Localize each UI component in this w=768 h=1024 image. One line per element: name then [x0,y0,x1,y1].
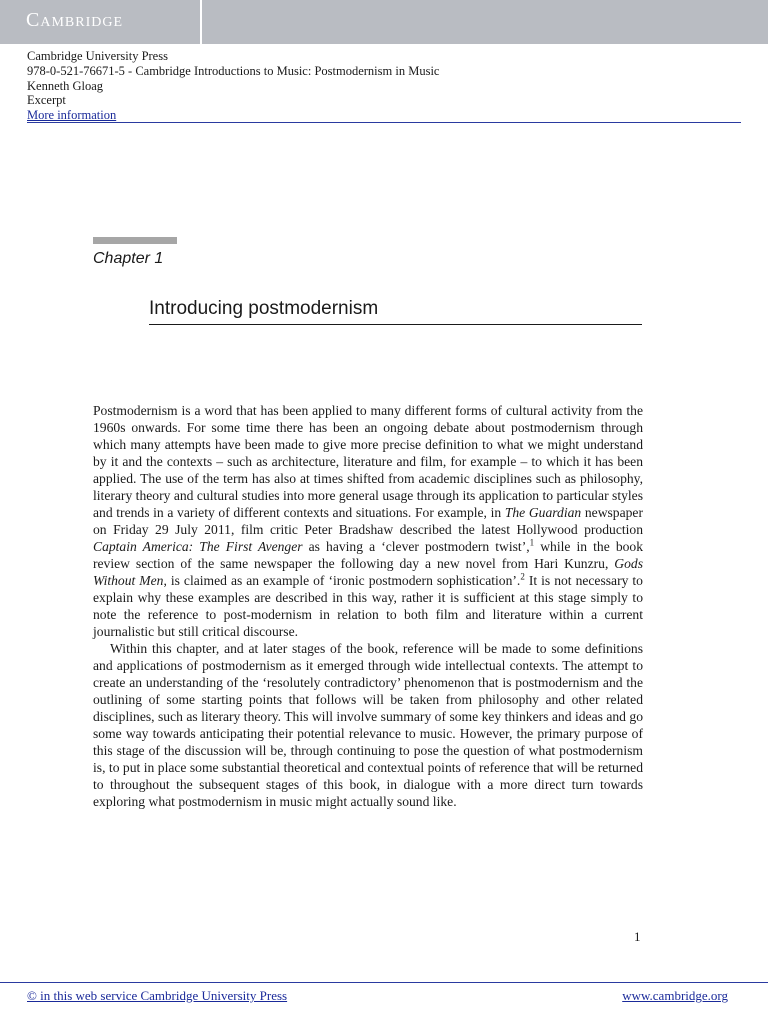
cambridge-website-link[interactable]: www.cambridge.org [622,988,728,1003]
header-divider [200,0,202,44]
more-information-link[interactable]: More information [27,108,117,123]
header-rule [27,122,741,123]
publisher: Cambridge University Press [27,49,168,63]
book-metadata [27,49,439,123]
cambridge-logo: Cambridge [26,9,124,31]
footnote-ref-1: 1 [529,537,535,548]
novel-title: Gods Without Men [93,556,643,588]
page-number: 1 [634,929,641,944]
paragraph-2: Within this chapter, and at later stages of the book, reference will be made to some definitions and applications of postmodernism as it emerged through wide intellectual contexts. The attempt to create an understanding of the ‘resolutely contradictory’ phenomenon that is postmodernism and the outlining of some starting points that follows will be taken from philosophy and other related disciplines, such as literary theory. This will involve summary of some key thinkers and ideas and go some way towards anticipating their potential relevance to music. However, the primary purpose of this stage of the discussion will be, through continuing to pose the question of what postmodernism is, to put in place some substantial theoretical and contextual points of reference that will be returned to throughout the subsequent stages of this book, in dialogue with a more direct turn towards exploring what postmodernism in music might actually sound like. [93,641,643,809]
newspaper-title: The Guardian [504,505,582,520]
copyright-link[interactable]: © in this web service Cambridge University Press [27,988,288,1003]
chapter-body [93,402,643,810]
paragraph-1: Postmodernism is a word that has been applied to many different forms of cultural activity from the 1960s onwards. For some time there has been an ongoing debate about postmodernism through which many attempts have been made to give more precise definition to what we might understand by it and the contexts – such as architecture, literature and film, for example – to which it has been applied. The use of the term has also at times shifted from academic disciplines such as philosophy, literary theory and cultural studies into more general usage through its application to particular styles and trends in a variety of different contexts and situations. For example, in The Guardian newspaper on Friday 29 July 2011, film critic Peter Bradshaw described the latest Hollywood production Captain America: The First Avenger as having a ‘clever postmodern twist’,$^1$ while in the book review section of the same newspaper the following day a new novel from Hari Kunzru, Gods Without Men, is claimed as an example of ‘ironic postmodern sophistication’.$^2$ It is not necessary to explain why these examples are described in this way, rather it is sufficient at this stage simply to note the reference to post-modernism in relation to both film and literature within a current journalistic but still critical discourse. [93,403,644,639]
film-title: Captain America: The First Avenger [93,539,303,554]
author: Kenneth Gloag [27,78,104,93]
chapter-title: Introducing postmodernism [149,298,379,319]
chapter-label: Chapter 1 [93,250,164,267]
title-rule [149,324,642,325]
footer-rule [0,982,768,983]
chapter-marker-bar [93,237,177,244]
footnote-ref-2: 2 [520,571,525,582]
header-bar [0,0,768,44]
excerpt-label: Excerpt [27,93,66,108]
isbn-title: 978-0-521-76671-5 - Cambridge Introductions to Music: Postmodernism in Music [27,63,440,78]
